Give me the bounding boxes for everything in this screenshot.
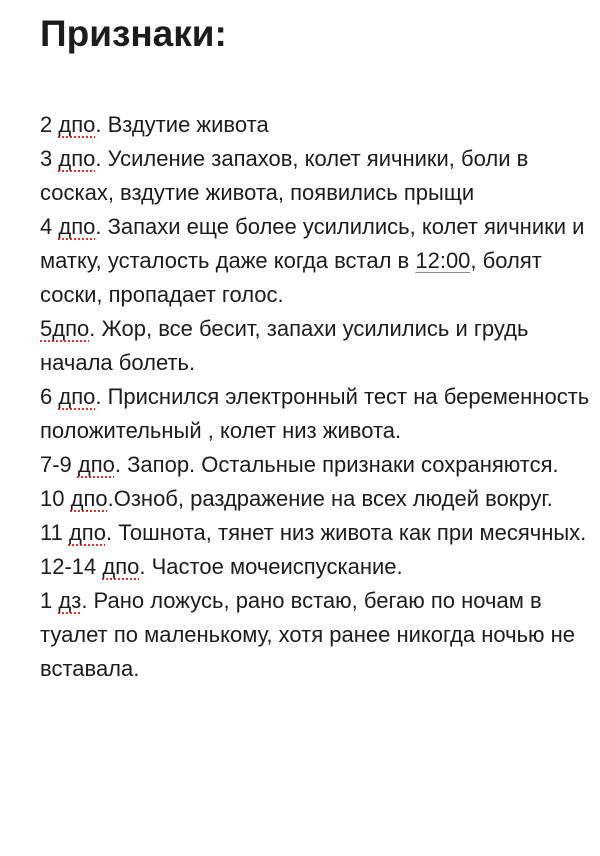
entry-text: . Вздутие живота (95, 112, 269, 137)
entry-text: , болят соски, пропадает голос. (40, 248, 542, 307)
entry-text: .Озноб, раздражение на всех людей вокруг. (107, 486, 553, 511)
misspelled-word[interactable]: дпо (58, 146, 96, 171)
entry-day: 10 (40, 486, 65, 511)
entry-day: 7-9 (40, 452, 72, 477)
misspelled-word[interactable]: дпо (77, 452, 115, 477)
entry-text: . Усиление запахов, колет яичники, боли в сосках, вздутие живота, появились прыщи (40, 146, 529, 205)
entry-10-dpo[interactable] (40, 482, 590, 516)
entry-4-dpo[interactable] (40, 210, 590, 312)
entry-text: . Запахи еще более усилились, колет яичники и матку, усталость даже когда встал в (40, 214, 585, 273)
entry-6-dpo[interactable] (40, 380, 590, 448)
misspelled-word[interactable]: дпо (58, 384, 96, 409)
entry-2-dpo[interactable] (40, 108, 590, 142)
note-content[interactable] (40, 0, 590, 686)
entry-7-9-dpo[interactable] (40, 448, 590, 482)
entry-1-dz[interactable] (40, 584, 590, 686)
entry-day: 1 (40, 588, 53, 613)
misspelled-word[interactable]: дпо (102, 554, 140, 579)
note-title[interactable]: Признаки: (40, 13, 227, 54)
entry-12-14-dpo[interactable] (40, 550, 590, 584)
entry-day: 11 (40, 520, 63, 545)
entry-3-dpo[interactable] (40, 142, 590, 210)
entry-day: 2 (40, 112, 53, 137)
misspelled-word[interactable]: дпо (58, 214, 96, 239)
entry-11-dpo[interactable] (40, 516, 590, 550)
entry-day: 12-14 (40, 554, 97, 579)
entry-text: . Жор, все бесит, запахи усилились и грудь начала болеть. (40, 316, 529, 375)
entry-text: . Частое мочеиспускание. (139, 554, 403, 579)
note-body[interactable] (40, 108, 590, 686)
entry-text: . Приснился электронный тест на беременность положительный , колет низ живота. (40, 384, 590, 443)
entry-day: 3 (40, 146, 53, 171)
misspelled-word[interactable]: дпо (58, 112, 96, 137)
time-link[interactable]: 12:00 (415, 248, 471, 273)
misspelled-word[interactable]: дпо (70, 486, 108, 511)
misspelled-word[interactable]: дпо (68, 520, 106, 545)
entry-5-dpo[interactable] (40, 312, 590, 380)
entry-text: . Запор. Остальные признаки сохраняются. (114, 452, 559, 477)
entry-day: 6 (40, 384, 53, 409)
entry-text: . Тошнота, тянет низ живота как при месячных. (105, 520, 587, 545)
misspelled-word[interactable]: 5дпо (40, 316, 90, 341)
misspelled-word[interactable]: дз (58, 588, 82, 613)
entry-day: 4 (40, 214, 53, 239)
entry-text: . Рано ложусь, рано встаю, бегаю по ночам в туалет по маленькому, хотя ранее никогда ночью не вставала. (40, 588, 576, 681)
